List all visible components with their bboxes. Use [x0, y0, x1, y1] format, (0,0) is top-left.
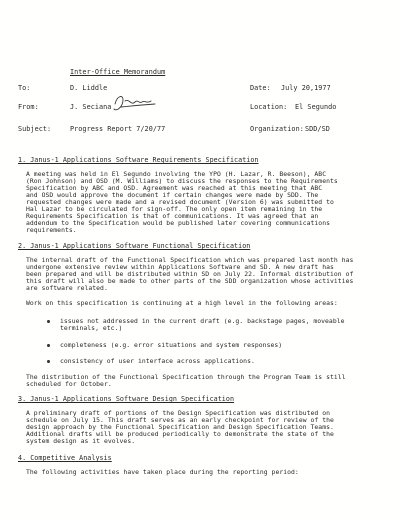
organization-label: Organization:	[250, 125, 304, 133]
section-4-heading: 4. Competitive Analysis	[18, 454, 112, 462]
memo-title: Inter-Office Memorandum	[70, 68, 166, 76]
section-3-line: A preliminary draft of portions of the Design Specification was distributed on	[26, 409, 331, 417]
bullet-item: completeness (e.g. error situations and system responses)	[60, 341, 283, 349]
section-3-line: schedule on July 15. This draft serves as an early checkpoint for review of the	[26, 416, 334, 424]
section-1-line: addendum to the Specification would be published later covering communications	[26, 219, 331, 227]
subject-label: Subject:	[18, 125, 52, 133]
section-2-heading: 2. Janus-1 Applications Software Functional Specification	[18, 242, 251, 250]
subject-value: Progress Report 7/20/77	[70, 125, 166, 133]
section-2-line: undergone extensive review within Applications Software and SD. A new draft has	[26, 263, 334, 271]
section-1-line: A meeting was held in El Segundo involving the YPO (H. Lazar, R. Beeson), ABC	[26, 170, 327, 178]
to-label: To:	[18, 84, 31, 92]
from-value: J. Seciana	[70, 103, 112, 111]
section-2-closing-line: scheduled for October.	[26, 380, 112, 388]
section-2-line: this draft will also be made to other parts of the SDD organization whose activities	[26, 277, 354, 285]
section-4-line: The following activities have taken place during the reporting period:	[26, 468, 299, 476]
bullet-item: consistency of user interface across applications.	[60, 357, 255, 365]
section-2-closing-line: The distribution of the Functional Specification through the Program Team is still	[26, 373, 346, 381]
bullet-point	[47, 320, 50, 323]
section-2-line: are software related.	[26, 284, 108, 292]
bullet-point	[47, 344, 50, 347]
section-1-line: requested changes were made and a revised document (Version 6) was submitted to	[26, 198, 334, 206]
section-1-line: Hal Lazar to be circulated for sign-off. The only open item remaining in the	[26, 205, 323, 213]
bullet-point	[47, 360, 50, 363]
section-1-line: and OSD would approve the document if certain changes were made by SDD. The	[26, 191, 319, 199]
section-2-line: been prepared and will be distributed within SD on July 22. Informal distribution of	[26, 270, 354, 278]
section-1-line: requirements.	[26, 226, 77, 234]
section-1-line: (Ron Johnson) and OSD (M. Williams) to discuss the responses to the Requirements	[26, 177, 338, 185]
location-value: El Segundo	[295, 103, 337, 111]
section-2-work-line: Work on this specification is continuing at a high level in the following areas:	[26, 299, 338, 307]
organization-value: SDD/SD	[305, 125, 330, 133]
section-3-line: system design as it evolves.	[26, 437, 136, 445]
bullet-item: issues not addressed in the current draft (e.g. backstage pages, moveable	[60, 317, 345, 325]
date-value: July 20,1977	[281, 84, 331, 92]
from-label: From:	[18, 103, 39, 111]
section-2-line: The internal draft of the Functional Specification which was prepared last month has	[26, 256, 354, 264]
section-3-line: Additional drafts will be produced periodically to demonstrate the state of the	[26, 430, 334, 438]
to-value: D. Liddle	[70, 84, 108, 92]
location-label: Location:	[250, 103, 288, 111]
section-1-line: Specification by ABC and OSD. Agreement was reached at this meeting that ABC	[26, 184, 323, 192]
section-1-line: Requirements Specification is that of communications. It was agreed that an	[26, 212, 319, 220]
date-label: Date:	[250, 84, 271, 92]
section-3-heading: 3. Janus-1 Applications Software Design Specification	[18, 395, 235, 403]
section-1-heading: 1. Janus-1 Applications Software Requirements Specification	[18, 156, 259, 164]
section-3-line: design approach by the Functional Specification and Design Specification Teams.	[26, 423, 334, 431]
bullet-item-continuation: terminals, etc.)	[60, 324, 123, 332]
signature-icon	[111, 92, 157, 114]
